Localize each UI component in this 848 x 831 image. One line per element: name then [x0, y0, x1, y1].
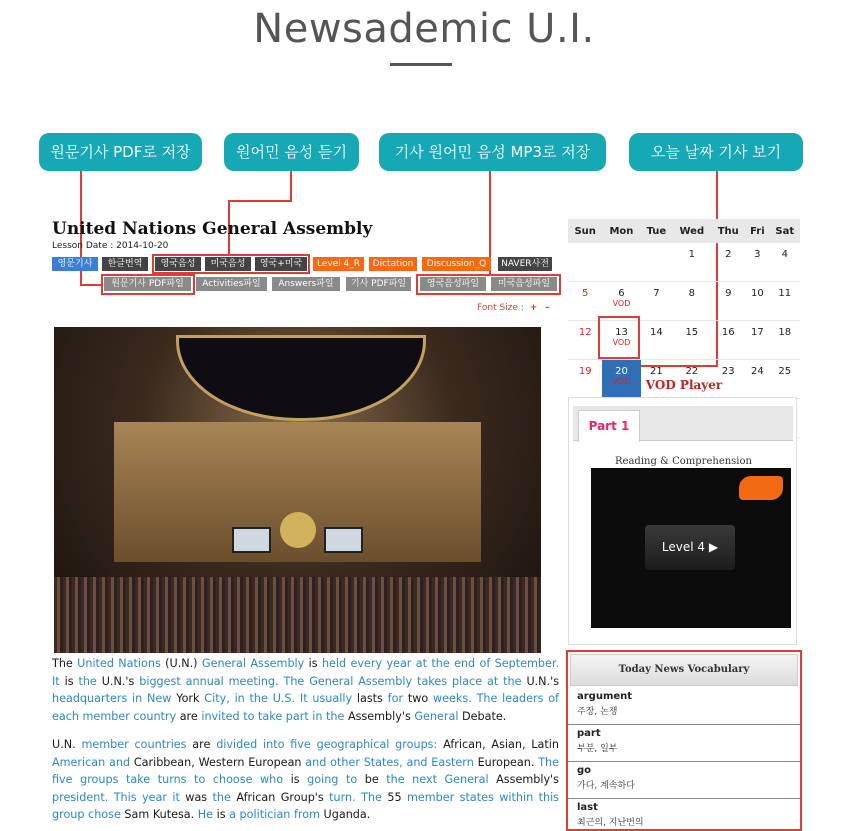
calendar-date[interactable]	[602, 282, 640, 321]
vocabulary-word: go	[577, 765, 592, 776]
callout-pdf-save: 원문기사 PDF로 저장	[39, 133, 202, 171]
highlight-mp3-buttons	[416, 274, 561, 295]
highlighted-phrase[interactable]: a politician from	[229, 808, 320, 821]
highlighted-phrase[interactable]: General Assembly	[201, 657, 305, 670]
calendar-date[interactable]	[568, 282, 602, 321]
us-voice-file-button[interactable]: 미국음성파일	[491, 277, 557, 291]
calendar-empty-cell	[568, 243, 602, 282]
calendar-date-number: 12	[578, 327, 592, 338]
highlighted-phrase[interactable]: It	[52, 674, 60, 688]
highlight-today	[598, 316, 640, 359]
highlighted-phrase[interactable]: the	[212, 790, 231, 804]
highlighted-phrase[interactable]: General	[414, 709, 459, 723]
calendar-date[interactable]	[641, 321, 673, 360]
uk-voice-button[interactable]: 영국음성	[155, 257, 201, 271]
vocabulary-item[interactable]	[568, 762, 800, 799]
calendar-date-number: 10	[750, 288, 764, 299]
highlighted-phrase[interactable]: the next General	[386, 773, 489, 786]
highlighted-phrase[interactable]: biggest annual meeting.	[139, 674, 279, 688]
activities-file-button[interactable]: Activities파일	[196, 277, 267, 291]
calendar-empty-cell	[641, 243, 673, 282]
highlighted-phrase[interactable]: American and	[52, 755, 131, 769]
text-segment: Uganda.	[320, 808, 371, 821]
un-emblem	[280, 512, 316, 548]
text-segment: lasts	[352, 692, 388, 705]
text-segment: European.	[473, 755, 539, 769]
vocabulary-word: argument	[577, 691, 633, 702]
video-screen-right	[324, 527, 363, 553]
calendar-day-header: Thu	[711, 219, 745, 243]
page-title: Newsademic U.I.	[253, 6, 595, 52]
article-paragraph-2	[52, 736, 559, 824]
text-segment: U.N.	[52, 738, 82, 751]
highlighted-phrase[interactable]: and other States, and Eastern	[305, 755, 474, 769]
naver-dictionary-button[interactable]: NAVER사전	[498, 257, 552, 271]
calendar-date-number: 18	[778, 327, 792, 338]
text-segment: Sam Kutesa.	[120, 808, 198, 821]
text-segment: U.N.'s	[521, 674, 560, 688]
article-pdf-button[interactable]: 기사 PDF파일	[346, 277, 411, 291]
highlighted-phrase[interactable]: It usually	[299, 692, 353, 705]
calendar-date[interactable]	[745, 243, 769, 282]
calendar-date-number: 24	[750, 366, 764, 377]
article-photo	[54, 327, 541, 653]
vod-player-title: VOD Player	[645, 378, 723, 392]
highlighted-phrase[interactable]: president.	[52, 790, 109, 804]
calendar-date-number: 8	[688, 288, 695, 299]
highlighted-phrase[interactable]: headquarters in New	[52, 692, 172, 705]
title-underline	[390, 63, 452, 66]
video-area[interactable]	[591, 468, 791, 628]
uk-voice-file-button[interactable]: 영국음성파일	[420, 277, 486, 291]
vocabulary-meaning: 주장, 논쟁	[577, 707, 618, 717]
font-decrease-button[interactable]: –	[545, 303, 550, 313]
calendar-date-number: 13	[615, 327, 628, 338]
vocabulary-panel	[566, 650, 802, 831]
highlighted-phrase[interactable]: weeks.	[433, 692, 472, 705]
calendar-date-number: 15	[685, 327, 699, 338]
text-segment: York	[171, 692, 205, 705]
calendar-date-number: 17	[750, 327, 764, 338]
calendar-date[interactable]	[672, 282, 711, 321]
text-segment: The	[52, 657, 78, 670]
calendar-date[interactable]	[745, 282, 769, 321]
us-voice-button[interactable]: 미국음성	[205, 257, 251, 271]
vod-badge: VOD	[612, 299, 631, 308]
vod-badge: VOD	[612, 338, 631, 347]
english-article-button[interactable]: 영문기사	[52, 257, 98, 271]
connector-line	[80, 284, 102, 286]
vod-subtitle: Reading & Comprehension	[615, 456, 752, 467]
calendar-day-header: Wed	[672, 219, 711, 243]
calendar-date[interactable]	[672, 243, 711, 282]
vocabulary-title: Today News Vocabulary	[570, 654, 798, 686]
lesson-date: Lesson Date : 2014-10-20	[52, 241, 169, 251]
vocabulary-item[interactable]	[568, 799, 800, 831]
vocabulary-meaning: 가다, 계속하다	[577, 781, 635, 791]
vocabulary-word: part	[577, 728, 601, 739]
article-title: United Nations General Assembly	[52, 219, 373, 239]
highlighted-phrase[interactable]: The General Assembly takes place at the	[283, 674, 522, 688]
highlight-pdf-button	[101, 274, 195, 295]
article-paragraph-1	[52, 655, 559, 725]
vocabulary-item[interactable]	[568, 688, 800, 725]
discussion-button[interactable]: Discussion_Q	[422, 257, 491, 271]
vocabulary-item[interactable]	[568, 725, 800, 762]
highlighted-phrase[interactable]: member states within this group chose	[52, 790, 560, 821]
highlighted-phrase[interactable]: divided into five geographical groups:	[216, 738, 438, 751]
calendar-date[interactable]	[745, 321, 769, 360]
dome-ceiling	[176, 335, 426, 421]
vocabulary-word: last	[577, 802, 598, 813]
text-segment: African, Asian, Latin	[437, 738, 559, 751]
calendar-empty-cell	[602, 243, 640, 282]
calendar-day-header: Mon	[602, 219, 640, 243]
text-segment: 55	[381, 790, 407, 804]
font-size-label: Font Size :	[477, 303, 524, 313]
highlighted-phrase[interactable]: the	[78, 674, 97, 688]
highlighted-phrase[interactable]: United Nations	[77, 657, 161, 670]
connector-line	[290, 171, 292, 201]
calendar-date[interactable]	[711, 243, 745, 282]
callout-listen: 원어민 음성 듣기	[224, 133, 359, 171]
text-segment: African Group's	[230, 790, 330, 804]
calendar-date[interactable]	[770, 321, 800, 360]
vocabulary-meaning: 최근의, 지난번의	[577, 818, 644, 828]
calendar-date-number: 3	[754, 249, 761, 260]
text-segment: U.N.'s	[96, 674, 140, 688]
calendar-date-number: 23	[721, 366, 735, 377]
text-segment: Caribbean, Western European	[130, 755, 306, 769]
text-segment: is	[59, 674, 79, 688]
text-segment: is	[213, 808, 230, 821]
presenter-icon	[739, 476, 783, 500]
text-segment: be	[357, 773, 387, 786]
calendar-date-number: 14	[650, 327, 663, 338]
highlighted-phrase[interactable]: The	[361, 790, 382, 804]
text-segment: are	[186, 738, 217, 751]
highlighted-phrase[interactable]: The five groups take turns to choose who	[52, 755, 560, 786]
highlighted-phrase[interactable]: invited to take part in the	[201, 709, 345, 723]
calendar-date[interactable]	[711, 282, 745, 321]
vod-player	[568, 397, 797, 645]
vocabulary-meaning: 부분, 일부	[577, 744, 618, 754]
text-segment: Assembly's	[488, 773, 559, 786]
calendar-date[interactable]	[711, 321, 745, 360]
answers-file-button[interactable]: Answers파일	[272, 277, 340, 291]
level-button[interactable]: Level 4_R	[313, 257, 364, 271]
calendar-day-header: Tue	[641, 219, 673, 243]
calendar-date-number: 4	[781, 249, 788, 260]
vod-tab-bar	[573, 406, 793, 441]
highlighted-phrase[interactable]: member countries	[81, 738, 187, 751]
highlighted-phrase[interactable]: He	[197, 808, 214, 821]
text-segment: Debate.	[458, 709, 507, 723]
calendar-date-number: 11	[778, 288, 792, 299]
calendar-date-number: 21	[650, 366, 663, 377]
calendar-date[interactable]	[641, 282, 673, 321]
font-size-control	[477, 303, 550, 313]
calendar-date[interactable]	[770, 243, 800, 282]
korean-translation-button[interactable]: 한글번역	[102, 257, 148, 271]
highlighted-phrase[interactable]: turn.	[329, 790, 356, 804]
calendar-date-number: 19	[578, 366, 592, 377]
calendar-date-number: 16	[721, 327, 735, 338]
highlighted-phrase[interactable]: City, in the U.S.	[204, 692, 296, 705]
highlighted-phrase[interactable]: for	[387, 692, 404, 705]
tab-part-1[interactable]: Part 1	[578, 410, 640, 442]
play-button[interactable]: Level 4 ▶	[645, 525, 735, 570]
video-screen-left	[232, 527, 271, 553]
calendar-day-header: Fri	[745, 219, 769, 243]
highlighted-phrase[interactable]: The leaders of each member country	[52, 692, 559, 723]
text-segment: was	[179, 790, 213, 804]
assembly-delegates	[54, 577, 541, 653]
text-segment: two	[403, 692, 433, 705]
calendar-date-number: 20	[615, 366, 628, 377]
calendar-date-number: 7	[653, 288, 660, 299]
original-pdf-button[interactable]: 원문기사 PDF파일	[104, 277, 191, 291]
text-segment: is	[283, 773, 308, 786]
text-segment: Assembly's	[344, 709, 415, 723]
highlighted-phrase[interactable]: This year it	[113, 790, 180, 804]
highlight-voice-buttons	[152, 254, 310, 274]
calendar-date-number: 2	[725, 249, 732, 260]
calendar-date[interactable]	[770, 282, 800, 321]
uk-us-voice-button[interactable]: 영국+미국	[255, 257, 307, 271]
calendar-date-number: 25	[778, 366, 792, 377]
calendar-day-header: Sat	[770, 219, 800, 243]
calendar-date-number: 1	[688, 249, 695, 260]
vod-badge: VOD	[612, 377, 631, 386]
highlighted-phrase[interactable]: held every year at the end of September.	[321, 657, 559, 670]
callout-today-article: 오늘 날짜 기사 보기	[629, 133, 803, 171]
text-segment: (U.N.)	[160, 657, 202, 670]
dictation-button[interactable]: Dictation	[369, 257, 417, 271]
text-segment: is	[304, 657, 322, 670]
calendar-day-header: Sun	[568, 219, 602, 243]
calendar-date[interactable]	[672, 321, 711, 360]
calendar-date-number: 5	[582, 288, 589, 299]
calendar-date-number: 6	[618, 288, 625, 299]
text-segment: are	[176, 709, 202, 723]
calendar-date-number: 9	[725, 288, 732, 299]
callout-mp3-save: 기사 원어민 음성 MP3로 저장	[379, 133, 606, 171]
highlighted-phrase[interactable]: going to	[307, 773, 358, 786]
connector-line	[228, 200, 292, 202]
font-increase-button[interactable]: +	[529, 303, 538, 313]
calendar-date-number: 22	[685, 366, 699, 377]
